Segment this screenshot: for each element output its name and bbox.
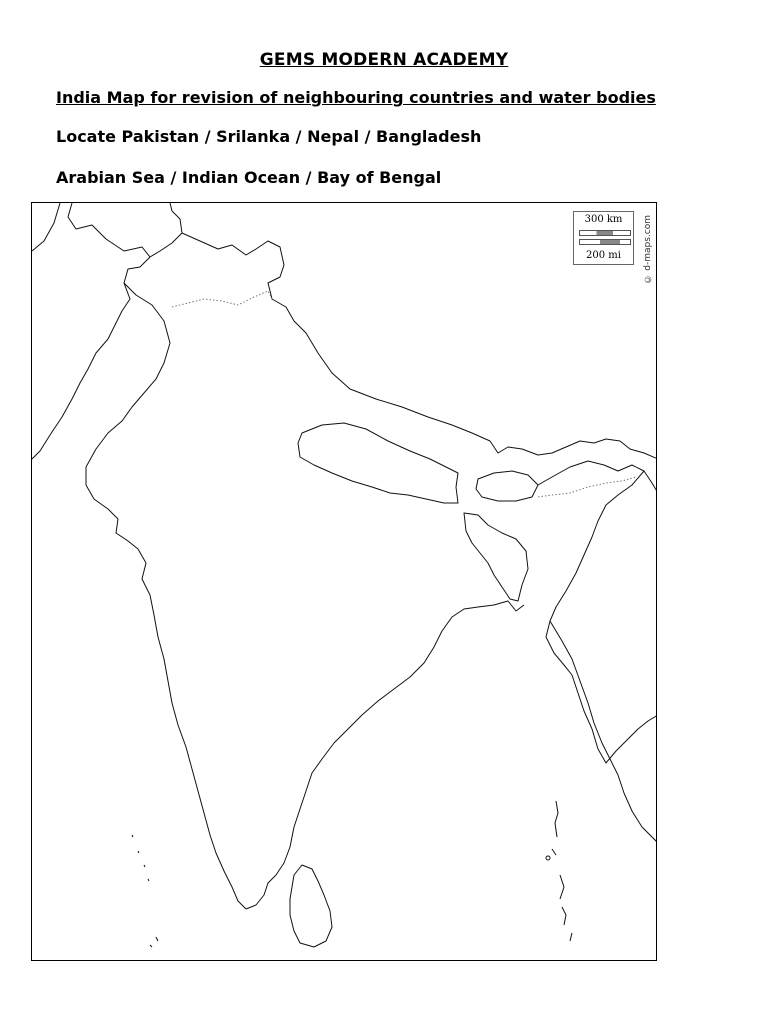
bhutan-outline [476, 471, 538, 501]
bangladesh-outline [464, 513, 528, 601]
northwest-border [32, 203, 150, 459]
myanmar-coast [550, 621, 657, 843]
lakshadweep-islands [132, 835, 158, 947]
india-west-coast [86, 283, 246, 909]
northeast-outline [538, 461, 657, 763]
scale-mi-label: 200 mi [586, 250, 621, 261]
worksheet-subtitle: India Map for revision of neighbouring countries and water bodies [56, 88, 656, 107]
school-title: GEMS MODERN ACADEMY [259, 50, 509, 70]
outline-map [31, 202, 657, 961]
map-scale [573, 211, 634, 265]
scale-bar-mi [579, 239, 631, 245]
disputed-boundary-east [538, 477, 636, 497]
scale-bar-km [579, 230, 631, 236]
nepal-outline [298, 423, 458, 503]
andaman-islands [552, 801, 572, 941]
srilanka-outline [290, 865, 332, 947]
scale-km-label: 300 km [584, 214, 623, 225]
map-outline-drawing [32, 203, 657, 961]
india-east-coast [246, 601, 524, 909]
task-countries: Locate Pakistan / Srilanka / Nepal / Bangladesh [56, 127, 482, 146]
task-water-bodies: Arabian Sea / Indian Ocean / Bay of Bengal [56, 168, 442, 187]
map-credit: © d-maps.com [643, 215, 653, 284]
disputed-boundary-west [172, 291, 272, 307]
